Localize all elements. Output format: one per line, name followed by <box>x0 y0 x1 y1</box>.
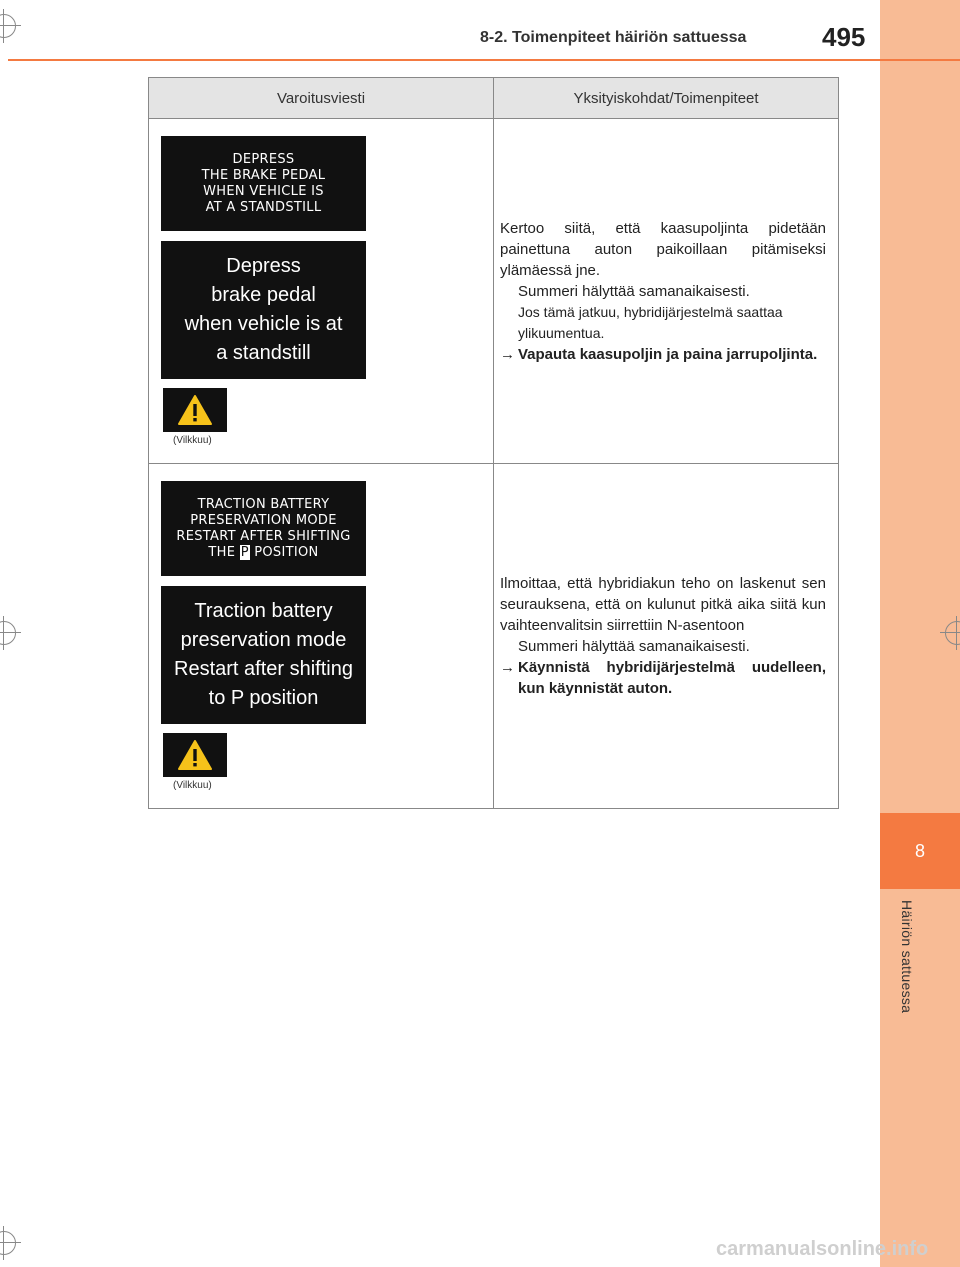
display-line: TRACTION BATTERY <box>197 496 330 512</box>
arrow-icon: → <box>500 345 515 363</box>
warning-table <box>148 77 839 809</box>
display-line: THE BRAKE PEDAL <box>201 167 326 183</box>
note: Summeri hälyttää samanaikaisesti. <box>518 282 750 300</box>
display-line: a standstill <box>216 342 311 364</box>
display-line: brake pedal <box>211 284 316 306</box>
header-rule-band <box>880 59 960 61</box>
display-line: DEPRESS <box>232 151 295 167</box>
table-row <box>149 464 839 809</box>
action-instruction <box>500 657 826 699</box>
action-instruction <box>500 344 826 365</box>
display-message-caps <box>161 136 366 231</box>
display-line: Traction battery <box>194 600 333 622</box>
display-line: WHEN VEHICLE IS <box>203 183 324 199</box>
chapter-number: 8 <box>880 813 960 889</box>
header-rule <box>8 59 880 61</box>
display-message <box>161 586 366 724</box>
display-line: Restart after shifting <box>174 658 353 680</box>
crop-mark <box>0 1231 16 1255</box>
crop-mark <box>0 621 16 645</box>
p-position-badge: P <box>240 544 249 560</box>
display-line: preservation mode <box>180 629 347 651</box>
icon-caption: (Vilkkuu) <box>173 780 212 791</box>
action-text: Käynnistä hybridijärjestelmä uudelleen, kun käynnistät auton. <box>518 659 826 697</box>
arrow-icon: → <box>500 659 515 676</box>
warning-cell <box>149 119 494 464</box>
watermark: carmanualsonline.info <box>716 1238 929 1260</box>
display-line: to P position <box>208 687 319 709</box>
action-text: Vapauta kaasupoljin ja paina jarrupoljinta. <box>518 345 818 363</box>
crop-mark <box>0 14 16 38</box>
icon-caption: (Vilkkuu) <box>173 435 212 446</box>
display-word: THE <box>208 544 236 560</box>
warning-cell <box>149 464 494 809</box>
display-line <box>176 545 350 561</box>
display-message-caps <box>161 481 366 576</box>
display-line: PRESERVATION MODE <box>190 512 337 528</box>
display-line: AT A STANDSTILL <box>205 199 322 215</box>
table-row <box>149 119 839 464</box>
note: Jos tämä jatkuu, hybridijärjestelmä saattaa ylikuumentua. <box>518 303 783 341</box>
column-header-details: Yksityiskohdat/Toimenpiteet <box>494 78 839 119</box>
display-message <box>161 241 366 379</box>
description: Ilmoittaa, että hybridiakun teho on laskenut sen seurauksena, että on kulunut pitkä aika siitä kun vaihteenvalitsin siirrettiin N-asentoon <box>500 575 826 634</box>
details-cell <box>494 119 839 464</box>
column-header-warning: Varoitusviesti <box>149 78 494 119</box>
display-word: POSITION <box>254 544 319 560</box>
details-cell <box>494 464 839 809</box>
display-line: Depress <box>226 255 301 277</box>
section-title: 8-2. Toimenpiteet häiriön sattuessa <box>480 29 747 46</box>
warning-triangle-icon <box>163 388 227 432</box>
note: Summeri hälyttää samanaikaisesti. <box>518 638 750 655</box>
display-line: RESTART AFTER SHIFTING <box>176 528 351 544</box>
description: Kertoo siitä, että kaasupoljinta pidetään painettuna auton paikoillaan pitämiseksi ylämäessä jne. <box>500 219 826 279</box>
display-line: when vehicle is at <box>184 313 343 335</box>
chapter-title: Häiriön sattuessa <box>899 900 915 1014</box>
warning-triangle-icon <box>163 733 227 777</box>
table-header-row <box>149 78 839 119</box>
page-number: 495 <box>822 22 866 52</box>
